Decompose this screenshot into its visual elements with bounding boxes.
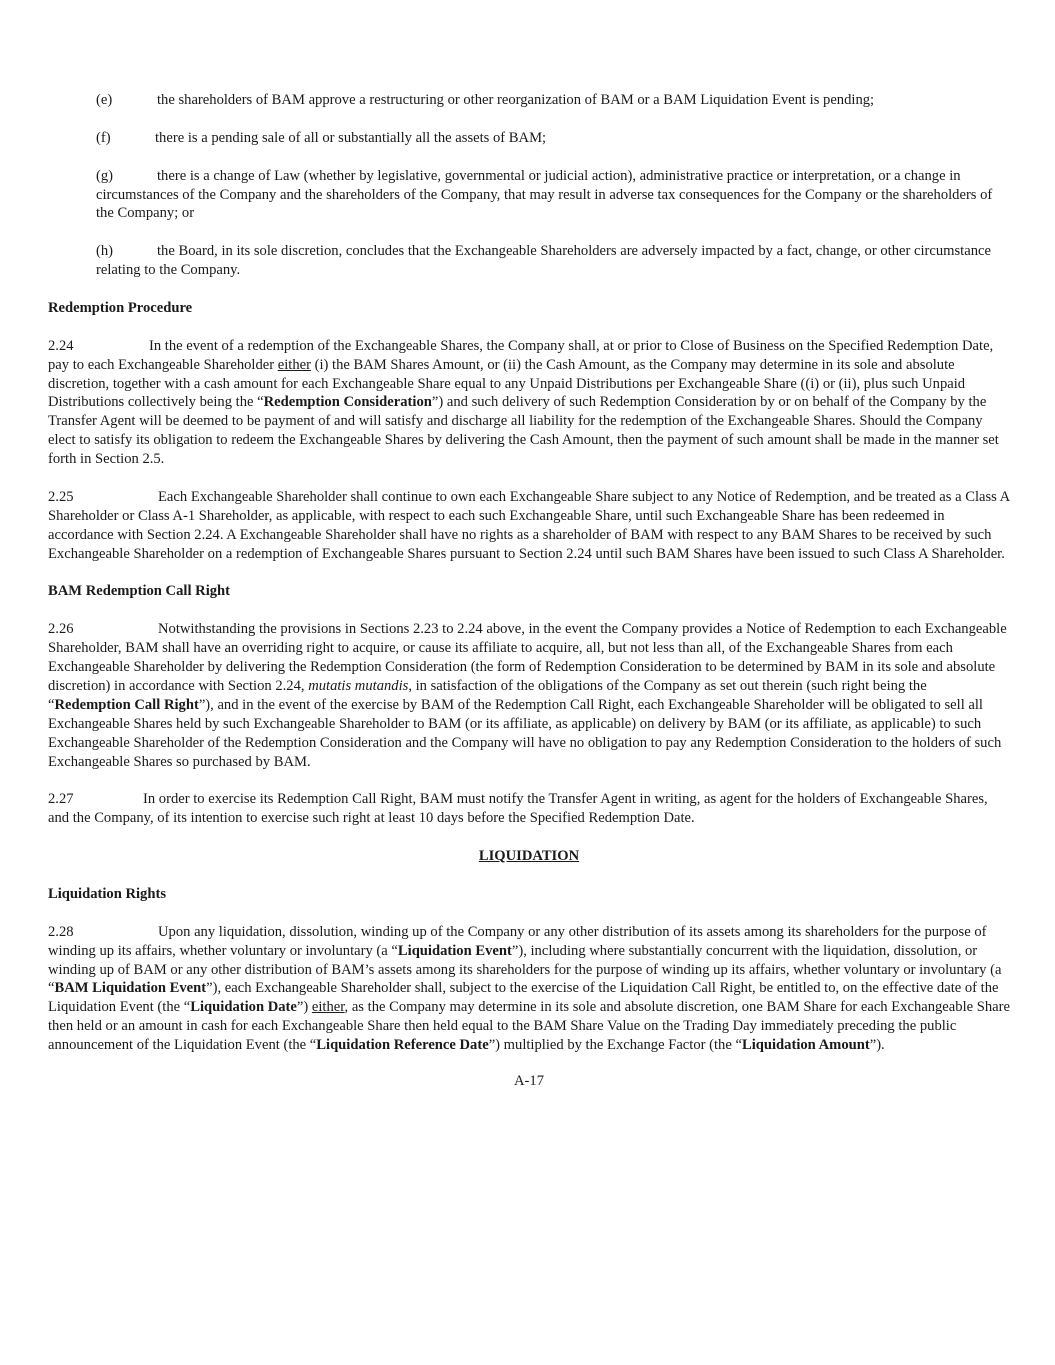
heading-liquidation: LIQUIDATION (478, 848, 580, 865)
clause-text: there is a change of Law (whether by legislative, governmental or judicial action), administrative practice or interpretation, or a change in circumstances of the Company and the shareholders of the Company, that may result in adverse tax consequences for the Company or the shareholders of the Company; or (96, 167, 993, 222)
defined-term: Liquidation Date (190, 999, 297, 1016)
heading-bam-redemption-call-right: BAM Redemption Call Right (48, 583, 231, 600)
heading-liquidation-rights: Liquidation Rights (48, 885, 167, 902)
clause-text: the shareholders of BAM approve a restructuring or other reorganization of BAM or a BAM Liquidation Event is pending; (157, 92, 875, 108)
clause-label: (f) (96, 129, 111, 146)
heading-redemption-procedure: Redemption Procedure (48, 299, 193, 316)
defined-term: Liquidation Reference Date (316, 1037, 489, 1054)
section-number: 2.24 (48, 337, 74, 354)
clause-text: the Board, in its sole discretion, concludes that the Exchangeable Shareholders are adversely impacted by a fact, change, or other circumstance relating to the Company. (96, 243, 991, 279)
section-2-24: 2.24 In the event of a redemption of the Exchangeable Shares, the Company shall, at or prior to Close of Business on the Specified Redemption Date, pay to each Exchangeable Shareholder either (i) the BAM Shares Amount, or (ii) the Cash Amount, as the Company may determine in its sole and absolute discretion, together with a cash amount for each Exchangeable Share equal to any Unpaid Distributions per Exchangeable Share ((i) or (ii), plus such Unpaid Distributions collectively being the “Redemption Consideration”) and such delivery of such Redemption Consideration by or on behalf of the Company by the Transfer Agent will be deemed to be payment of and will satisfy and discharge all liability for the redemption of the Exchangeable Shares. Should the Company elect to satisfy its obligation to redeem the Exchangeable Shares by delivering the Cash Amount, then the payment of such amount shall be made in the manner set forth in Section 2.5. (48, 337, 999, 468)
document-page (48, 91, 1010, 1091)
clause-g (48, 167, 1010, 224)
section-number: 2.28 (48, 923, 74, 940)
clause-label: (h) (96, 243, 114, 260)
section-number: 2.27 (48, 791, 74, 808)
defined-term: Redemption Call Right (54, 696, 199, 713)
clause-text: there is a pending sale of all or substantially all the assets of BAM; (155, 129, 547, 146)
page-number: A-17 (514, 1072, 544, 1089)
clause-h (48, 242, 1010, 280)
defined-term: Liquidation Amount (741, 1037, 870, 1054)
defined-term: Liquidation Event (397, 942, 512, 959)
clause-f (48, 129, 1010, 148)
defined-term: BAM Liquidation Event (54, 980, 207, 997)
section-number: 2.26 (48, 621, 74, 638)
defined-term: Redemption Consideration (263, 394, 432, 411)
section-2-25: 2.25 Each Exchangeable Shareholder shall continue to own each Exchangeable Share subject to any Notice of Redemption, and be treated as a Class A Shareholder or Class A-1 Shareholder, as applicable, with respect to each such Exchangeable Share, until such Exchangeable Share has been redeemed in accordance with Section 2.24. A Exchangeable Shareholder shall have no rights as a shareholder of BAM with respect to any BAM Shares to be received by such Exchangeable Shareholder on a redemption of Exchangeable Shares pursuant to Section 2.24 until such BAM Shares have been issued to such Class A Shareholder. (48, 488, 1010, 562)
clause-label: (g) (96, 167, 114, 184)
section-number: 2.25 (48, 488, 74, 505)
section-2-26: 2.26 Notwithstanding the provisions in Sections 2.23 to 2.24 above, in the event the Company provides a Notice of Redemption to each Exchangeable Shareholder, BAM shall have an overriding right to acquire, or cause its affiliate to acquire, all, but not less than all, of the Exchangeable Shares from each Exchangeable Shareholder by delivering the Redemption Consideration (the form of Redemption Consideration to be determined by BAM in its sole and absolute discretion) in accordance with Section 2.24, mutatis mutandis, in satisfaction of the obligations of the Company as set out therein (such right being the “Redemption Call Right”), and in the event of the exercise by BAM of the Redemption Call Right, each Exchangeable Shareholder will be obligated to sell all Exchangeable Shares held by such Exchangeable Shareholder to BAM (or its affiliate, as applicable) on delivery by BAM (or its affiliate, as applicable) to such Exchangeable Shareholder of the Redemption Consideration and the Company will have no obligation to pay any Redemption Consideration to the holders of such Exchangeable Shares so purchased by BAM. (48, 621, 1007, 770)
section-2-28: 2.28 Upon any liquidation, dissolution, winding up of the Company or any other distribution of its assets among its shareholders for the purpose of winding up its affairs, whether voluntary or involuntary (a “Liquidation Event”), including where substantially concurrent with the liquidation, dissolution, or winding up of BAM or any other distribution of BAM’s assets among its shareholders for the purpose of winding up its affairs, whether voluntary or involuntary (a “BAM Liquidation Event”), each Exchangeable Shareholder shall, subject to the exercise of the Liquidation Call Right, be entitled to, on the effective date of the Liquidation Event (the “Liquidation Date”) either, as the Company may determine in its sole and absolute discretion, one BAM Share for each Exchangeable Share then held or an amount in cash for each Exchangeable Share then held equal to the BAM Share Value on the Trading Day immediately preceding the public announcement of the Liquidation Event (the “Liquidation Reference Date”) multiplied by the Exchange Factor (the “Liquidation Amount”). (48, 923, 1010, 1054)
section-2-27: 2.27 In order to exercise its Redemption Call Right, BAM must notify the Transfer Agent in writing, as agent for the holders of Exchangeable Shares, and the Company, of its intention to exercise such right at least 10 days before the Specified Redemption Date. (48, 791, 988, 827)
clause-label: (e) (96, 92, 113, 108)
clause-e (48, 91, 1010, 110)
